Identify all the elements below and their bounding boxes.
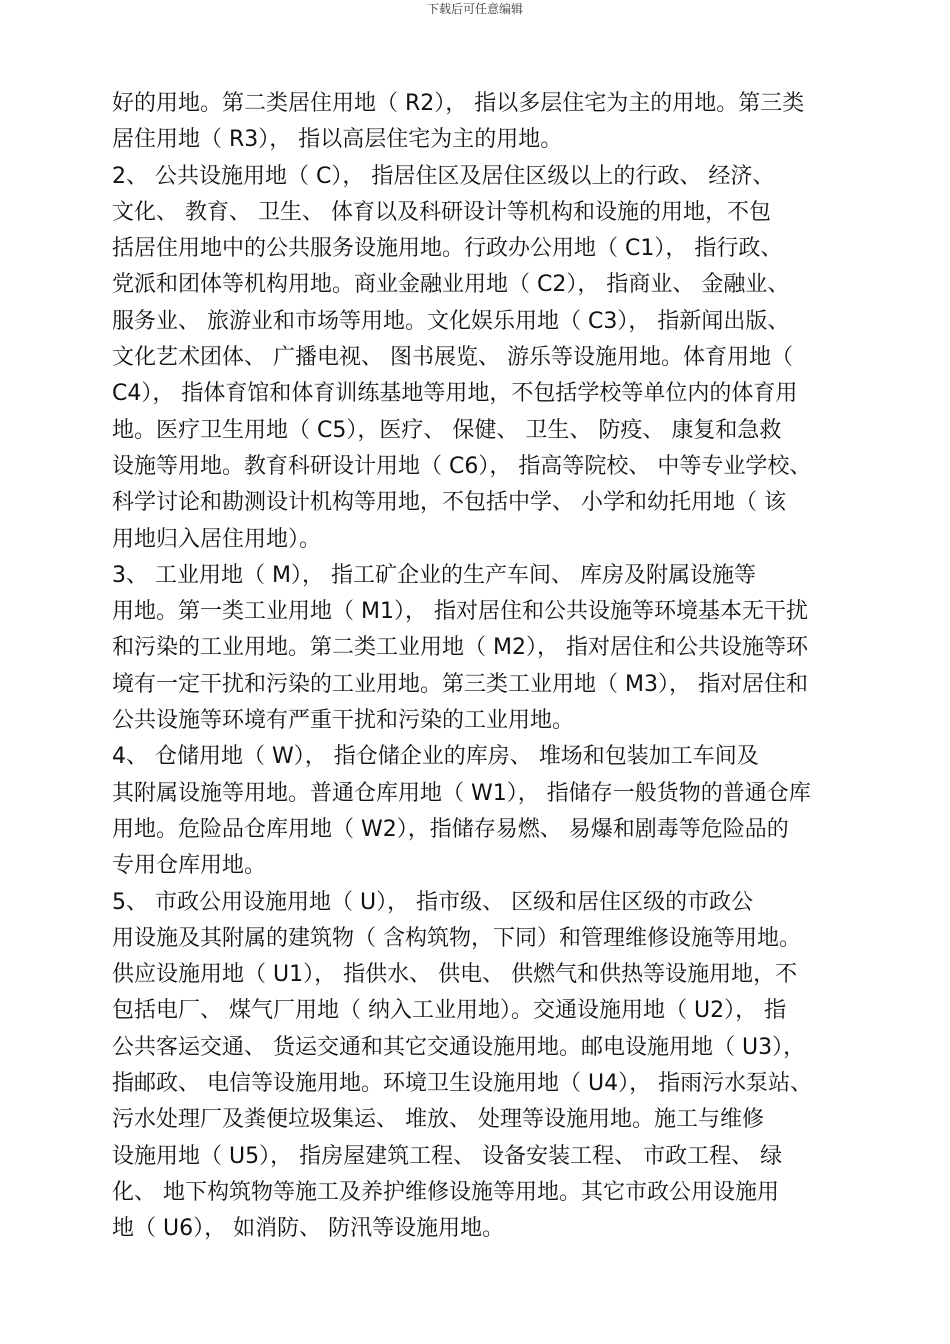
text-line: 3、 工业用地（ M）， 指工矿企业的生产车间、 库房及附属设施等 xyxy=(112,562,756,588)
text-line: 指邮政、 电信等设施用地。环境卫生设施用地（ U4）， 指雨污水泵站、 xyxy=(112,1071,813,1097)
text-line: 2、 公共设施用地（ C）， 指居住区及居住区级以上的行政、 经济、 xyxy=(112,163,775,189)
text-line: 用地。第一类工业用地（ M1）， 指对居住和公共设施等环境基本无干扰 xyxy=(112,599,808,625)
text-line: 化、 地下构筑物等施工及养护维修设施等用地。其它市政公用设施用 xyxy=(112,1179,779,1205)
text-line: 公共设施等环境有严重干扰和污染的工业用地。 xyxy=(112,708,575,734)
text-line: 其附属设施等用地。普通仓库用地（ W1）， 指储存一般货物的普通仓库 xyxy=(112,780,811,806)
text-line: 居住用地（ R3）， 指以高层住宅为主的用地。 xyxy=(112,127,563,153)
text-line: 污水处理厂及粪便垃圾集运、 堆放、 处理等设施用地。施工与维修 xyxy=(112,1107,764,1133)
document-body xyxy=(112,86,840,1248)
text-line: 用设施及其附属的建筑物（ 含构筑物，下同）和管理维修设施等用地。 xyxy=(112,925,801,951)
text-line: 包括电厂、 煤气厂用地（ 纳入工业用地）。交通设施用地（ U2）， 指 xyxy=(112,998,787,1024)
text-line: 和污染的工业用地。第二类工业用地（ M2）， 指对居住和公共设施等环 xyxy=(112,635,808,661)
text-line: 地。医疗卫生用地（ C5），医疗、 保健、 卫生、 防疫、 康复和急救 xyxy=(112,417,782,443)
text-line: 地（ U6）， 如消防、 防汛等设施用地。 xyxy=(112,1216,505,1242)
text-line: 境有一定干扰和污染的工业用地。第三类工业用地（ M3）， 指对居住和 xyxy=(112,671,808,697)
text-line: 设施用地（ U5）， 指房屋建筑工程、 设备安装工程、 市政工程、 绿 xyxy=(112,1143,783,1169)
text-line: 党派和团体等机构用地。商业金融业用地（ C2）， 指商业、 金融业、 xyxy=(112,272,790,298)
text-line: 4、 仓储用地（ W）， 指仓储企业的库房、 堆场和包装加工车间及 xyxy=(112,744,759,770)
text-line: 服务业、 旅游业和市场等用地。文化娱乐用地（ C3）， 指新闻出版、 xyxy=(112,308,790,334)
text-line: 供应设施用地（ U1）， 指供水、 供电、 供燃气和供热等设施用地，不 xyxy=(112,962,798,988)
text-line: 5、 市政公用设施用地（ U）， 指市级、 区级和居住区级的市政公 xyxy=(112,889,754,915)
text-line: 文化艺术团体、 广播电视、 图书展览、 游乐等设施用地。体育用地（ xyxy=(112,345,793,371)
text-line: 公共客运交通、 货运交通和其它交通设施用地。邮电设施用地（ U3）， xyxy=(112,1034,806,1060)
page-header-note: 下载后可任意编辑 xyxy=(426,2,523,16)
text-line: 科学讨论和勘测设计机构等用地，不包括中学、 小学和幼托用地（ 该 xyxy=(112,490,786,516)
text-line: 括居住用地中的公共服务设施用地。行政办公用地（ C1）， 指行政、 xyxy=(112,236,783,262)
text-line: C4）， 指体育馆和体育训练基地等用地，不包括学校等单位内的体育用 xyxy=(112,381,798,407)
text-line: 文化、 教育、 卫生、 体育以及科研设计等机构和设施的用地，不包 xyxy=(112,199,771,225)
text-line: 好的用地。第二类居住用地（ R2）， 指以多层住宅为主的用地。第三类 xyxy=(112,91,805,116)
text-line: 用地归入居住用地）。 xyxy=(112,526,322,552)
text-line: 用地。危险品仓库用地（ W2），指储存易燃、 易爆和剧毒等危险品的 xyxy=(112,816,789,842)
text-line: 专用仓库用地。 xyxy=(112,853,267,879)
text-line: 设施等用地。教育科研设计用地（ C6）， 指高等院校、 中等专业学校、 xyxy=(112,453,812,479)
